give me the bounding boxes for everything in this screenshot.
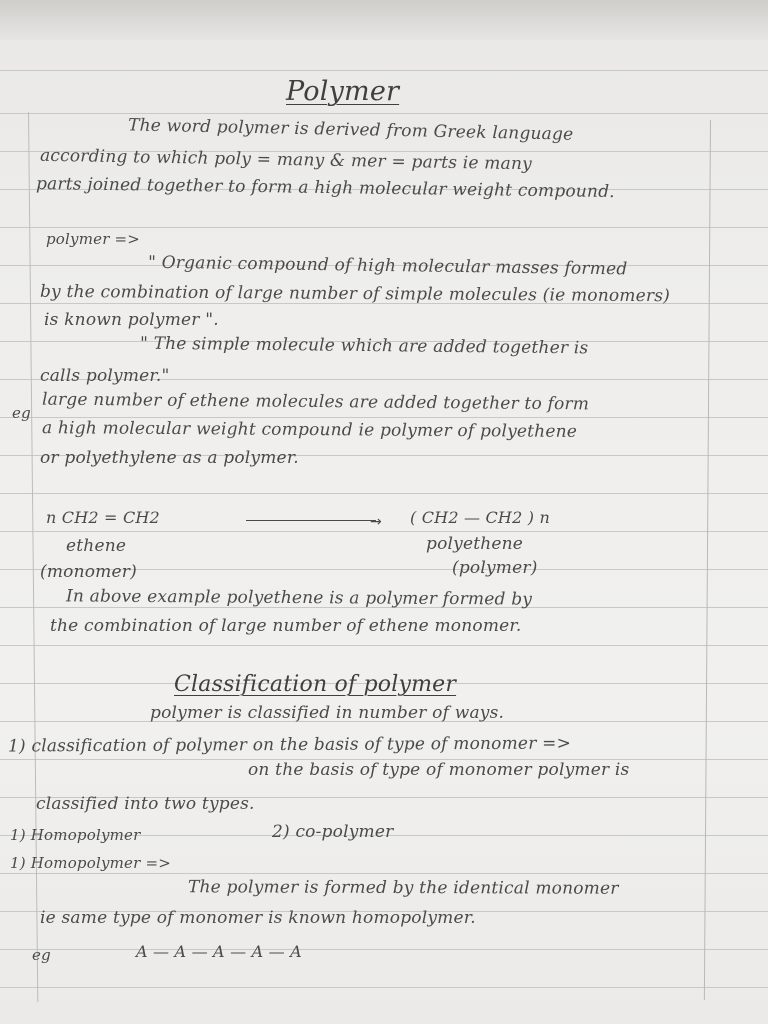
reaction-arrow-icon: → (370, 514, 382, 530)
rule-line (0, 493, 768, 494)
reactant-role: (monomer) (40, 562, 137, 582)
definition-line-3: is known polymer ". (44, 310, 219, 330)
homopolymer-label: 1) Homopolymer => (10, 854, 172, 872)
conclusion-line-1: In above example polyethene is a polymer formed by (65, 586, 533, 610)
rule-line (0, 70, 768, 71)
classification-item-1-cont-2: classified into two types. (36, 794, 255, 814)
product-role: (polymer) (452, 558, 538, 578)
reactant-name: ethene (66, 536, 127, 556)
conclusion-line-2: the combination of large number of ethene monomer. (50, 616, 522, 636)
rule-line (0, 227, 768, 228)
rule-line (0, 645, 768, 646)
intro-line-3: parts joined together to form a high molecular weight compound. (35, 173, 615, 203)
definition-line-2: by the combination of large number of simple molecules (ie monomers) (39, 281, 671, 307)
rule-line (0, 113, 768, 114)
homopolymer-eg-marker: eg (32, 946, 51, 964)
example-line-2: a high molecular weight compound ie polymer of polyethene (41, 418, 578, 442)
page-title: Polymer (286, 76, 400, 107)
type-copolymer: 2) co-polymer (272, 822, 394, 842)
intro-line-2: according to which poly = many & mer = parts ie many (39, 145, 533, 175)
rule-line (0, 987, 768, 988)
homopolymer-line-2: ie same type of monomer is known homopolymer. (40, 908, 476, 928)
reactant-formula: n CH2 = CH2 (46, 508, 160, 527)
classification-subheading: polymer is classified in number of ways. (150, 703, 505, 723)
intro-line-1: The word polymer is derived from Greek language (127, 115, 574, 145)
rule-line (0, 873, 768, 874)
product-formula: ( CH2 — CH2 ) n (410, 508, 550, 527)
classification-heading: Classification of polymer (174, 672, 457, 697)
definition-line-4: " The simple molecule which are added together is (139, 333, 589, 359)
homopolymer-example: A — A — A — A — A (136, 942, 302, 961)
definition-line-1: " Organic compound of high molecular masses formed (147, 252, 628, 280)
homopolymer-line-1: The polymer is formed by the identical monomer (187, 877, 619, 899)
example-line-3: or polyethylene as a polymer. (40, 448, 299, 468)
type-homopolymer: 1) Homopolymer (10, 826, 141, 844)
product-name: polyethene (426, 534, 524, 554)
definition-label: polymer => (46, 230, 141, 248)
example-marker: eg (12, 404, 31, 422)
classification-item-1: 1) classification of polymer on the basis of type of monomer => (7, 733, 572, 757)
classification-item-1-cont-1: on the basis of type of monomer polymer is (248, 760, 630, 780)
definition-line-5: calls polymer." (40, 366, 170, 386)
rule-line (0, 531, 768, 532)
rule-line (0, 949, 768, 950)
example-line-1: large number of ethene molecules are added together to form (41, 389, 590, 415)
reaction-arrow-line (246, 520, 376, 521)
